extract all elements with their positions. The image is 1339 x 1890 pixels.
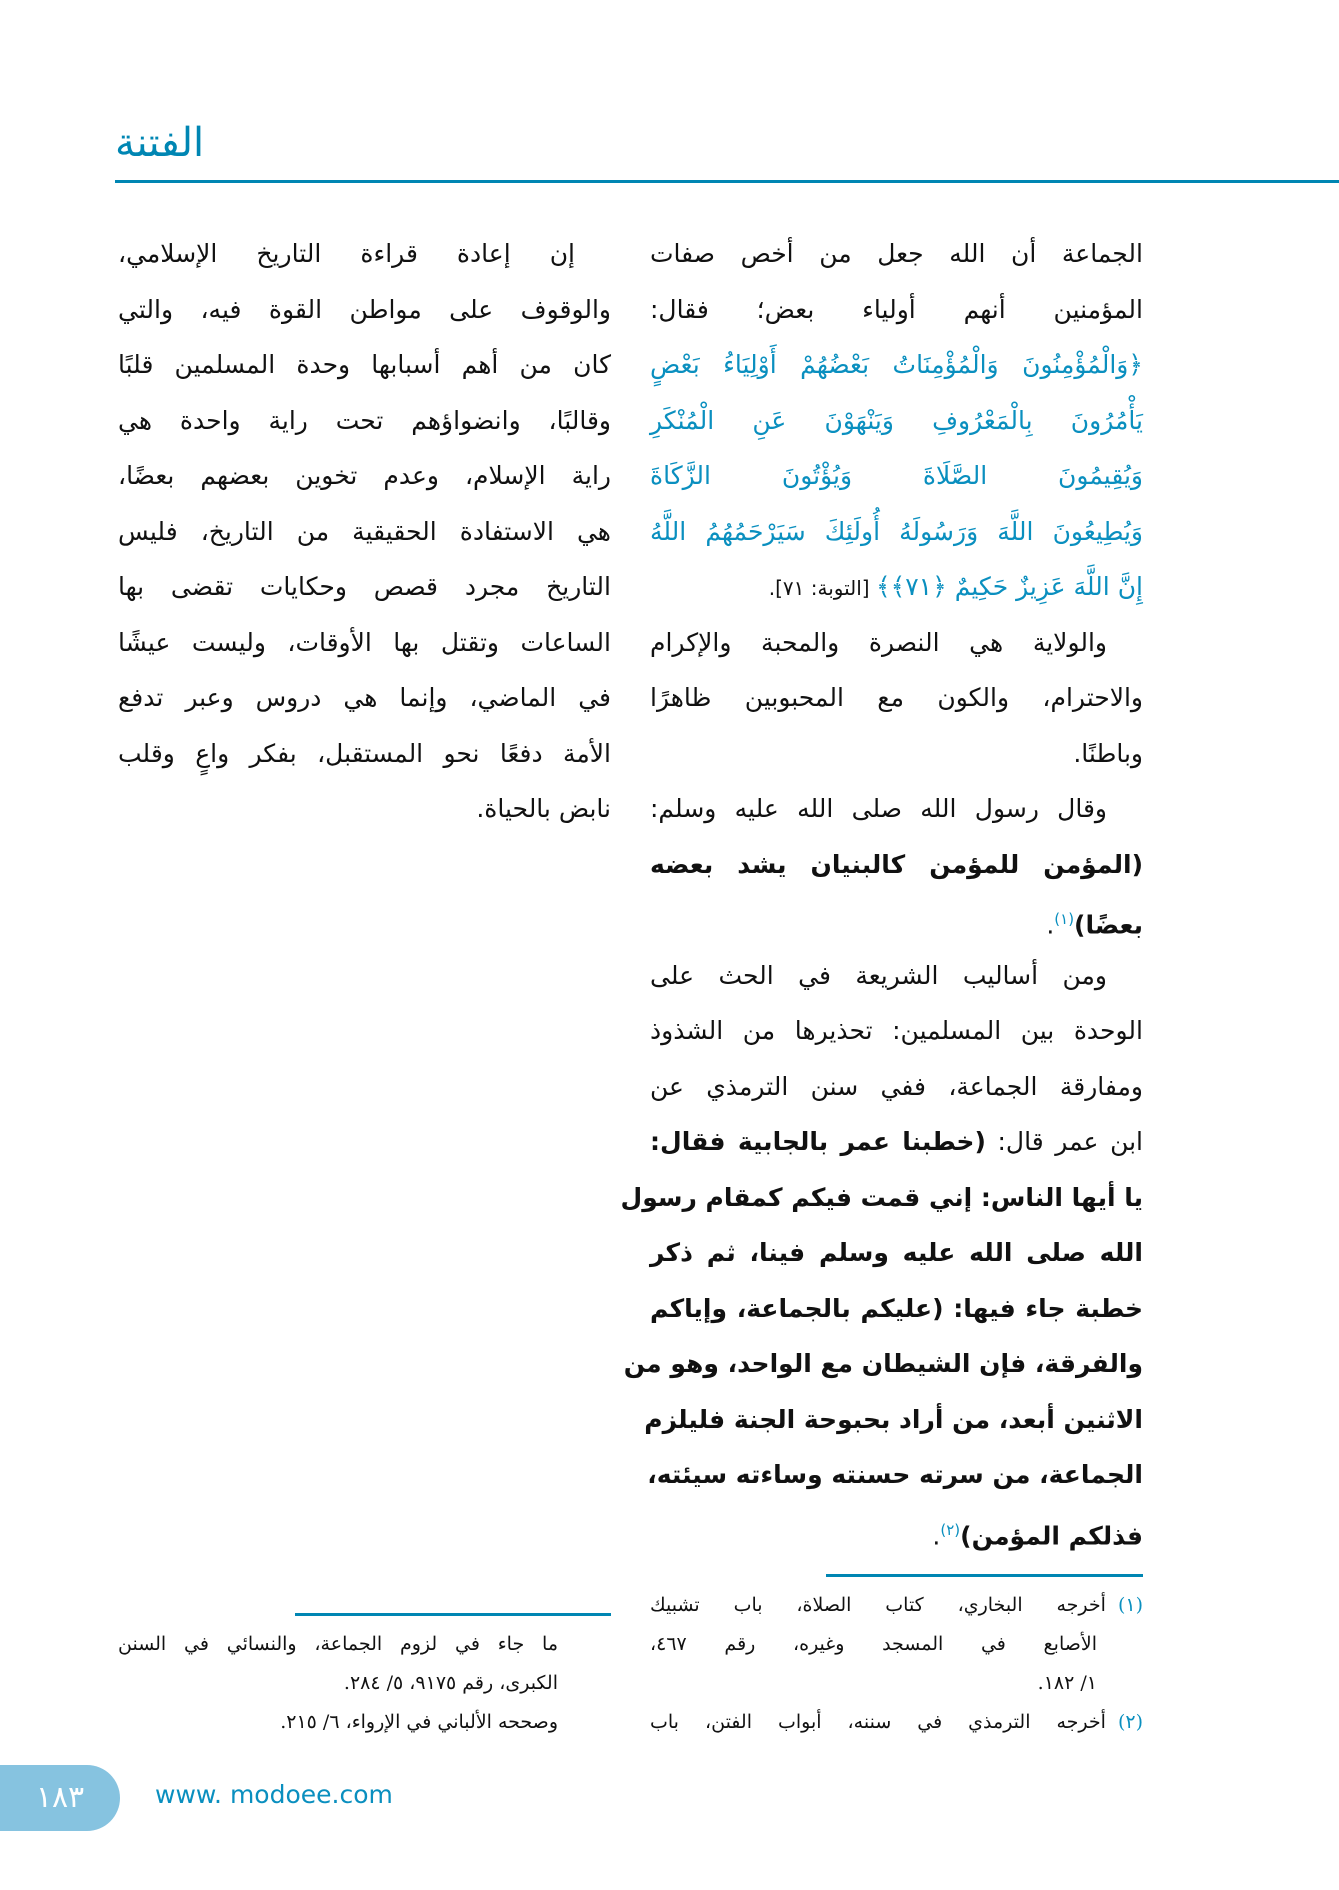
text-line [650, 282, 1143, 338]
text-segment: . [932, 1520, 941, 1550]
text-line [118, 615, 611, 671]
quran-verse: ﴿وَالْمُؤْمِنُونَ وَالْمُؤْمِنَاتُ بَعْضُهُمْ أَوْلِيَاءُ بَعْضٍ [650, 350, 1143, 379]
text-line [650, 337, 1143, 393]
text-line [650, 948, 1143, 1004]
text-line [650, 1059, 1143, 1115]
quran-verse: وَيُطِيعُونَ اللَّهَ وَرَسُولَهُ أُولَئِكَ سَيَرْحَمُهُمُ اللَّهُ [650, 516, 1143, 546]
text-segment: وباطنًا. [1073, 738, 1143, 768]
footnote-text: ١/ ١٨٢. [1037, 1672, 1097, 1694]
text-line [650, 448, 1143, 504]
chapter-title: الفتنة [115, 120, 205, 166]
text-line [118, 393, 611, 449]
website-link[interactable]: www. modoee.com [155, 1780, 393, 1809]
footnotes-left [118, 1625, 558, 1742]
text-segment: هي الاستفادة الحقيقية من التاريخ، فليس [118, 516, 611, 546]
footnote-rule-left [295, 1613, 611, 1616]
hadith-text: خطبة جاء فيها: (عليكم بالجماعة، وإياكم [650, 1293, 1143, 1323]
hadith-text: الاثنين أبعد، من أراد بحبوحة الجنة فليلزم [644, 1404, 1143, 1434]
text-line [650, 393, 1143, 449]
hadith-text: والفرقة، فإن الشيطان مع الواحد، وهو من [623, 1349, 1143, 1378]
text-segment: وقال رسول الله صلى الله عليه وسلم: [650, 794, 1107, 823]
text-segment: والوقوف على مواطن القوة فيه، والتي [118, 294, 611, 324]
page-number-badge: ١٨٣ [0, 1765, 120, 1831]
text-line [620, 1170, 1143, 1226]
text-line [647, 1447, 1143, 1503]
footnote-line [650, 1586, 1143, 1625]
text-line [118, 559, 611, 615]
text-line [650, 1114, 1143, 1170]
text-segment: وقالبًا، وانضواؤهم تحت راية واحدة هي [118, 405, 611, 435]
text-segment: الساعات وتقتل بها الأوقات، وليست عيشًا [118, 627, 611, 657]
footnote-line [650, 1703, 1143, 1742]
quran-verse: وَيُقِيمُونَ الصَّلَاةَ وَيُؤْتُونَ الزَّكَاةَ [650, 461, 1143, 490]
footnote-number: (٢) [1117, 1711, 1143, 1733]
text-line [650, 615, 1143, 671]
footnote-marker: (١) [1054, 910, 1075, 928]
text-line [118, 504, 611, 560]
text-line [650, 1281, 1143, 1337]
text-line [650, 670, 1143, 726]
text-segment: والاحترام، والكون مع المحبوبين ظاهرًا [650, 683, 1143, 712]
quran-verse: يَأْمُرُونَ بِالْمَعْرُوفِ وَيَنْهَوْنَ عَنِ الْمُنْكَرِ [650, 405, 1143, 435]
text-segment: نابض بالحياة. [476, 794, 611, 823]
footnote-marker: (٢) [940, 1520, 961, 1539]
footnote-line [118, 1703, 558, 1742]
header-rule [115, 180, 1339, 183]
verse-reference: [التوبة: ٧١]. [768, 576, 876, 600]
text-segment: الأمة دفعًا نحو المستقبل، بفكر واعٍ وقلب [118, 738, 611, 768]
footnote-text: الأصابع في المسجد وغيره، رقم ٤٦٧، [650, 1633, 1097, 1655]
footnote-text: ما جاء في لزوم الجماعة، والنسائي في السنن [118, 1633, 558, 1655]
text-line [650, 892, 1143, 948]
text-segment: في الماضي، وإنما هي دروس وعبر تدفع [118, 683, 611, 712]
footnote-text: وصححه الألباني في الإرواء، ٦/ ٢١٥. [280, 1711, 558, 1733]
footnote-line [118, 1664, 558, 1703]
text-line [650, 559, 1143, 615]
footnote-line [650, 1664, 1143, 1703]
footnote-text: أخرجه الترمذي في سننه، أبواب الفتن، باب [650, 1711, 1106, 1733]
text-segment: الوحدة بين المسلمين: تحذيرها من الشذوذ [650, 1016, 1143, 1045]
text-line [650, 1503, 1143, 1559]
footnote-text: أخرجه البخاري، كتاب الصلاة، باب تشبيك [650, 1594, 1106, 1616]
text-line [118, 726, 611, 782]
footnotes-right [650, 1586, 1143, 1742]
footnote-rule-right [826, 1574, 1143, 1577]
text-segment: إن إعادة قراءة التاريخ الإسلامي، [118, 239, 575, 268]
hadith-text: الله صلى الله عليه وسلم فينا، ثم ذكر [650, 1238, 1143, 1267]
hadith-text: (المؤمن للمؤمن كالبنيان يشد بعضه [650, 849, 1143, 879]
text-segment: ومفارقة الجماعة، ففي سنن الترمذي عن [650, 1071, 1143, 1101]
hadith-text: بعضًا) [1074, 910, 1143, 940]
text-line [118, 781, 611, 837]
text-segment: ابن عمر قال: [985, 1127, 1144, 1156]
text-segment: الجماعة أن الله جعل من أخص صفات [650, 239, 1143, 268]
text-line [118, 670, 611, 726]
hadith-text: يا أيها الناس: إني قمت فيكم كمقام رسول [620, 1182, 1143, 1212]
footnote-line [118, 1625, 558, 1664]
text-segment: والولاية هي النصرة والمحبة والإكرام [650, 627, 1107, 657]
text-segment: التاريخ مجرد قصص وحكايات تقضى بها [118, 572, 611, 601]
footnote-text: الكبرى، رقم ٩١٧٥، ٥/ ٢٨٤. [343, 1672, 558, 1694]
text-line [650, 781, 1143, 837]
text-line [118, 448, 611, 504]
text-line [650, 726, 1143, 782]
text-line [650, 837, 1143, 893]
text-line [650, 1003, 1143, 1059]
footnote-line [650, 1625, 1143, 1664]
text-segment: راية الإسلام، وعدم تخوين بعضهم بعضًا، [118, 461, 611, 490]
text-line [650, 226, 1143, 282]
text-line [118, 226, 611, 282]
text-line [118, 282, 611, 338]
hadith-text: فذلكم المؤمن) [960, 1520, 1143, 1550]
text-segment: كان من أهم أسبابها وحدة المسلمين قلبًا [118, 350, 611, 379]
hadith-text: الجماعة، من سرته حسنته وساءته سيئته، [647, 1460, 1143, 1489]
text-line [650, 504, 1143, 560]
hadith-text: (خطبنا عمر بالجابية فقال: [650, 1127, 986, 1156]
text-line [644, 1392, 1143, 1448]
text-line [623, 1336, 1143, 1392]
footnote-number: (١) [1117, 1594, 1143, 1616]
right-text-column [620, 226, 1144, 1558]
text-line [650, 1225, 1143, 1281]
text-line [118, 337, 611, 393]
left-text-column [118, 226, 611, 837]
text-segment: ومن أساليب الشريعة في الحث على [650, 960, 1107, 990]
quran-verse: إِنَّ اللَّهَ عَزِيزٌ حَكِيمٌ ﴿٧١﴾﴾ [875, 572, 1143, 601]
text-segment: المؤمنين أنهم أولياء بعض؛ فقال: [650, 294, 1143, 324]
text-segment: . [1046, 910, 1055, 940]
